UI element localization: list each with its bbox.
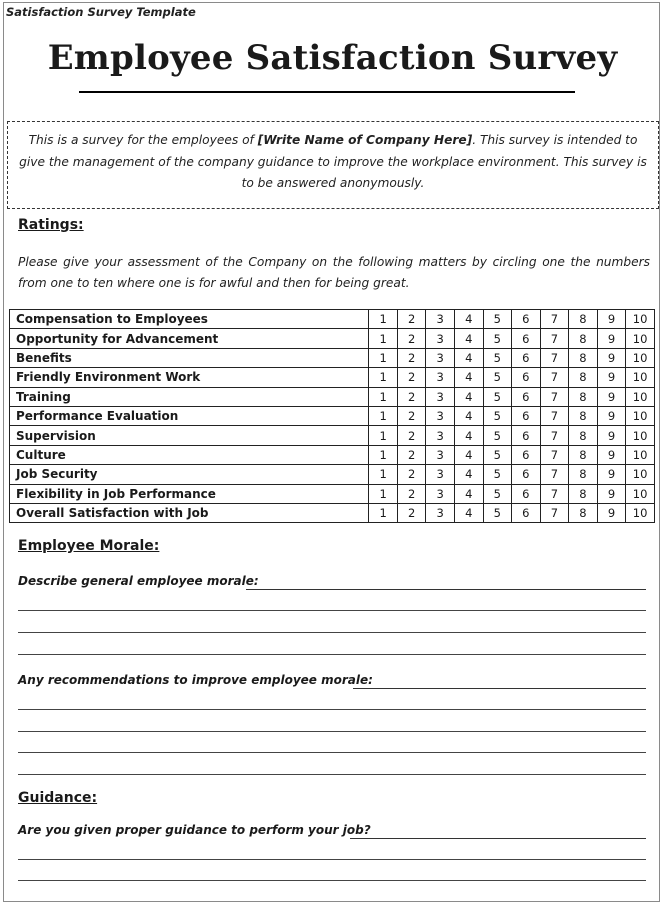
rating-item-label: Compensation to Employees <box>10 310 369 329</box>
guidance-question-1: Are you given proper guidance to perform your job? <box>18 823 371 837</box>
rating-option[interactable]: 6 <box>512 484 541 503</box>
rating-option[interactable]: 9 <box>597 426 626 445</box>
rating-option[interactable]: 9 <box>597 329 626 348</box>
rating-option[interactable]: 3 <box>426 348 455 367</box>
rating-item-label: Job Security <box>10 465 369 484</box>
rating-option[interactable]: 3 <box>426 310 455 329</box>
rating-option[interactable]: 6 <box>512 406 541 425</box>
template-label: Satisfaction Survey Template <box>6 5 196 19</box>
rating-option[interactable]: 3 <box>426 484 455 503</box>
recommendations-answer-line-inline[interactable] <box>353 674 646 689</box>
rating-option[interactable]: 5 <box>483 465 512 484</box>
rating-option[interactable]: 2 <box>397 445 426 464</box>
rating-option[interactable]: 4 <box>454 503 483 522</box>
rating-option[interactable]: 3 <box>426 406 455 425</box>
rating-option[interactable]: 7 <box>540 329 569 348</box>
rating-option[interactable]: 5 <box>483 348 512 367</box>
rating-option[interactable]: 1 <box>369 387 398 406</box>
rating-option[interactable]: 6 <box>512 503 541 522</box>
rating-item-label: Opportunity for Advancement <box>10 329 369 348</box>
guidance-answer-line[interactable] <box>18 859 646 860</box>
rating-option[interactable]: 2 <box>397 503 426 522</box>
rating-option[interactable]: 10 <box>626 426 655 445</box>
rating-option[interactable]: 7 <box>540 426 569 445</box>
morale-answer-line[interactable] <box>18 610 646 611</box>
rating-item-label: Training <box>10 387 369 406</box>
rating-option[interactable]: 4 <box>454 484 483 503</box>
rating-option[interactable]: 6 <box>512 329 541 348</box>
rating-option[interactable]: 1 <box>369 368 398 387</box>
rating-option[interactable]: 8 <box>569 368 598 387</box>
rating-row <box>10 329 655 348</box>
rating-option[interactable]: 6 <box>512 445 541 464</box>
rating-option[interactable]: 4 <box>454 310 483 329</box>
company-name-placeholder[interactable]: [Write Name of Company Here] <box>257 133 473 147</box>
rating-option[interactable]: 9 <box>597 465 626 484</box>
rating-option[interactable]: 6 <box>512 426 541 445</box>
rating-option[interactable]: 7 <box>540 503 569 522</box>
rating-option[interactable]: 7 <box>540 387 569 406</box>
rating-option[interactable]: 7 <box>540 368 569 387</box>
rating-option[interactable]: 5 <box>483 387 512 406</box>
rating-option[interactable]: 8 <box>569 445 598 464</box>
rating-option[interactable]: 8 <box>569 310 598 329</box>
rating-row <box>10 310 655 329</box>
rating-option[interactable]: 10 <box>626 445 655 464</box>
rating-option[interactable]: 8 <box>569 348 598 367</box>
rating-option[interactable]: 5 <box>483 445 512 464</box>
rating-option[interactable]: 5 <box>483 406 512 425</box>
rating-option[interactable]: 1 <box>369 465 398 484</box>
rating-option[interactable]: 10 <box>626 503 655 522</box>
title-underline <box>79 91 575 93</box>
rating-option[interactable]: 3 <box>426 387 455 406</box>
rating-option[interactable]: 3 <box>426 503 455 522</box>
rating-row <box>10 465 655 484</box>
rating-option[interactable]: 3 <box>426 426 455 445</box>
rating-item-label: Performance Evaluation <box>10 406 369 425</box>
morale-answer-line[interactable] <box>18 654 646 655</box>
rating-option[interactable]: 9 <box>597 445 626 464</box>
morale-heading: Employee Morale: <box>18 538 160 554</box>
rating-option[interactable]: 3 <box>426 368 455 387</box>
recommendations-answer-line[interactable] <box>18 731 646 732</box>
rating-option[interactable]: 6 <box>512 465 541 484</box>
rating-option[interactable]: 1 <box>369 484 398 503</box>
rating-option[interactable]: 10 <box>626 406 655 425</box>
rating-option[interactable]: 10 <box>626 387 655 406</box>
recommendations-answer-line[interactable] <box>18 752 646 753</box>
morale-question-1: Describe general employee morale: <box>18 574 259 588</box>
rating-option[interactable]: 2 <box>397 465 426 484</box>
rating-option[interactable]: 9 <box>597 348 626 367</box>
recommendations-answer-line[interactable] <box>18 709 646 710</box>
rating-option[interactable]: 9 <box>597 484 626 503</box>
rating-option[interactable]: 9 <box>597 406 626 425</box>
rating-option[interactable]: 4 <box>454 465 483 484</box>
rating-option[interactable]: 5 <box>483 426 512 445</box>
rating-item-label: Overall Satisfaction with Job <box>10 503 369 522</box>
rating-option[interactable]: 8 <box>569 406 598 425</box>
rating-option[interactable]: 4 <box>454 368 483 387</box>
rating-option[interactable]: 8 <box>569 503 598 522</box>
rating-option[interactable]: 10 <box>626 329 655 348</box>
rating-option[interactable]: 1 <box>369 445 398 464</box>
rating-option[interactable]: 6 <box>512 348 541 367</box>
rating-option[interactable]: 4 <box>454 426 483 445</box>
rating-option[interactable]: 2 <box>397 387 426 406</box>
page-title: Employee Satisfaction Survey <box>47 38 618 78</box>
intro-text-end: . This survey is intended to give the management of the company guidance to improve the workplace environment. This survey is to be answered anonymously. <box>19 133 647 190</box>
rating-row <box>10 426 655 445</box>
rating-option[interactable]: 1 <box>369 329 398 348</box>
rating-option[interactable]: 6 <box>512 387 541 406</box>
rating-option[interactable]: 2 <box>397 329 426 348</box>
rating-option[interactable]: 9 <box>597 310 626 329</box>
rating-row <box>10 368 655 387</box>
rating-option[interactable]: 3 <box>426 445 455 464</box>
recommendations-answer-line[interactable] <box>18 774 646 775</box>
rating-option[interactable]: 10 <box>626 484 655 503</box>
rating-option[interactable]: 10 <box>626 310 655 329</box>
rating-option[interactable]: 4 <box>454 445 483 464</box>
rating-option[interactable]: 8 <box>569 465 598 484</box>
rating-row <box>10 387 655 406</box>
ratings-heading: Ratings: <box>18 217 84 233</box>
rating-option[interactable]: 10 <box>626 368 655 387</box>
rating-row <box>10 484 655 503</box>
rating-option[interactable]: 3 <box>426 465 455 484</box>
rating-option[interactable]: 7 <box>540 465 569 484</box>
rating-option[interactable]: 8 <box>569 426 598 445</box>
rating-option[interactable]: 10 <box>626 465 655 484</box>
rating-option[interactable]: 2 <box>397 348 426 367</box>
rating-option[interactable]: 8 <box>569 484 598 503</box>
rating-option[interactable]: 1 <box>369 503 398 522</box>
rating-option[interactable]: 2 <box>397 368 426 387</box>
rating-item-label: Benefits <box>10 348 369 367</box>
rating-option[interactable]: 5 <box>483 368 512 387</box>
guidance-answer-line-inline[interactable] <box>350 824 646 839</box>
morale-answer-line-inline[interactable] <box>246 575 646 590</box>
rating-option[interactable]: 6 <box>512 310 541 329</box>
morale-answer-line[interactable] <box>18 632 646 633</box>
rating-row <box>10 348 655 367</box>
rating-option[interactable]: 5 <box>483 503 512 522</box>
rating-option[interactable]: 2 <box>397 484 426 503</box>
rating-option[interactable]: 7 <box>540 310 569 329</box>
intro-box <box>7 121 659 209</box>
rating-option[interactable]: 6 <box>512 368 541 387</box>
rating-option[interactable]: 7 <box>540 348 569 367</box>
rating-option[interactable]: 3 <box>426 329 455 348</box>
rating-option[interactable]: 5 <box>483 329 512 348</box>
rating-item-label: Supervision <box>10 426 369 445</box>
rating-option[interactable]: 9 <box>597 503 626 522</box>
ratings-instructions: Please give your assessment of the Company on the following matters by circling one the numbers from one to ten where one is for awful and then for being great. <box>18 255 650 290</box>
rating-row <box>10 503 655 522</box>
guidance-answer-line[interactable] <box>18 880 646 881</box>
rating-option[interactable]: 1 <box>369 310 398 329</box>
rating-option[interactable]: 1 <box>369 348 398 367</box>
rating-option[interactable]: 2 <box>397 310 426 329</box>
rating-option[interactable]: 8 <box>569 329 598 348</box>
rating-option[interactable]: 1 <box>369 406 398 425</box>
rating-option[interactable]: 4 <box>454 387 483 406</box>
rating-option[interactable]: 4 <box>454 348 483 367</box>
rating-item-label: Friendly Environment Work <box>10 368 369 387</box>
intro-text-start: This is a survey for the employees of <box>28 133 258 147</box>
rating-option[interactable]: 5 <box>483 310 512 329</box>
rating-option[interactable]: 7 <box>540 484 569 503</box>
morale-question-2: Any recommendations to improve employee morale: <box>18 673 373 687</box>
rating-option[interactable]: 5 <box>483 484 512 503</box>
rating-option[interactable]: 8 <box>569 387 598 406</box>
rating-option[interactable]: 4 <box>454 406 483 425</box>
rating-row <box>10 445 655 464</box>
rating-option[interactable]: 2 <box>397 406 426 425</box>
rating-option[interactable]: 10 <box>626 348 655 367</box>
ratings-table <box>9 309 655 523</box>
rating-item-label: Flexibility in Job Performance <box>10 484 369 503</box>
guidance-heading: Guidance: <box>18 790 98 806</box>
rating-option[interactable]: 7 <box>540 406 569 425</box>
rating-option[interactable]: 7 <box>540 445 569 464</box>
rating-option[interactable]: 1 <box>369 426 398 445</box>
rating-item-label: Culture <box>10 445 369 464</box>
rating-option[interactable]: 2 <box>397 426 426 445</box>
rating-option[interactable]: 4 <box>454 329 483 348</box>
rating-row <box>10 406 655 425</box>
rating-option[interactable]: 9 <box>597 387 626 406</box>
rating-option[interactable]: 9 <box>597 368 626 387</box>
